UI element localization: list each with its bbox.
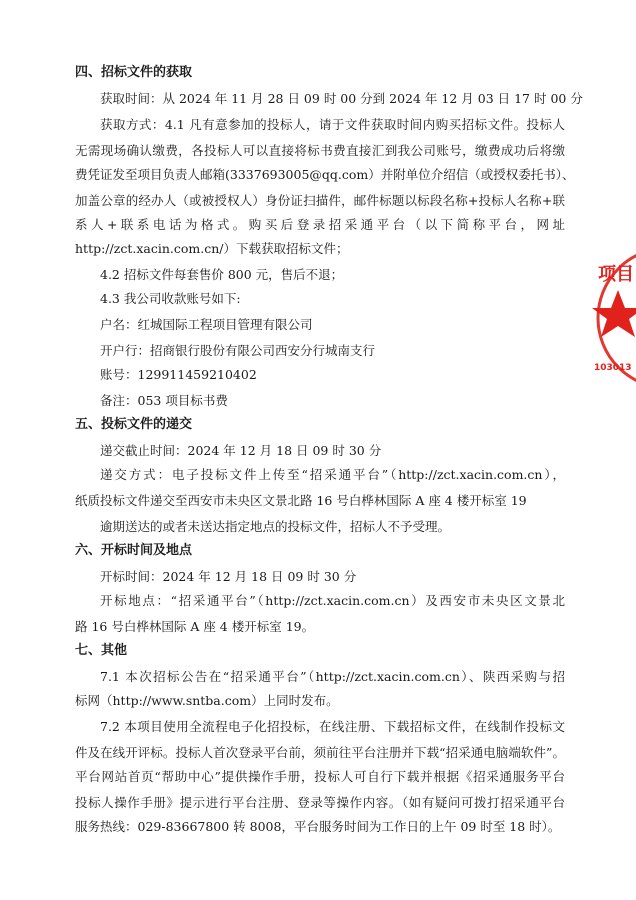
section7-p1-line2: 标网（http://www.sntba.com）上同时发布。 [75,693,339,708]
section6-heading: 六、开标时间及地点 [75,543,193,558]
section5-heading: 五、投标文件的递交 [75,417,193,432]
section7-p2-line3: 平台网站首页“帮助中心”提供操作手册，投标人可自行下载并根据《招采通服务平台 [75,769,565,784]
seal-number: 103013 [594,363,632,373]
section4-method-line4: 加盖公章的经办人（或被授权人）身份证扫描件，邮件标题以标段名称+投标人名称+联 [75,193,565,208]
section4-heading: 四、招标文件的获取 [75,65,193,80]
section4-method-line2: 无需现场确认缴费，各投标人可以直接将标书费直接汇到我公司账号，缴费成功后将缴 [75,143,565,158]
section4-method-line6: http://zct.xacin.com.cn/）下载获取招标文件； [75,241,349,256]
section4-bank: 开户行：招商银行股份有限公司西安分行城南支行 [100,343,376,358]
section5-late: 逾期送达的或者未送达指定地点的投标文件，招标人不予受理。 [100,519,451,534]
section4-price: 4.2 招标文件每套售价 800 元，售后不退； [100,267,344,282]
section5-method-line2: 纸质投标文件递交至西安市未央区文景北路 16 号白桦林国际 A 座 4 楼开标室 19 [75,493,527,508]
section4-method-line3: 费凭证发至项目负责人邮箱(3337693005@qq.com）并附单位介绍信（或授权委托书）、 [75,167,575,182]
section4-method-line1: 获取方式：4.1 凡有意参加的投标人，请于文件获取时间内购买招标文件。投标人 [100,117,565,132]
section7-p2-line4: 投标人操作手册》提示进行平台注册、登录等操作内容。（如有疑问可拨打招采通平台 [75,795,565,810]
section4-account-intro: 4.3 我公司收款账号如下: [100,291,241,306]
section6-place-line2: 路 16 号白桦林国际 A 座 4 楼开标室 19。 [75,619,315,634]
section5-method-line1: 递交方式：电子投标文件上传至“招采通平台”（http://zct.xacin.com.cn）， [100,467,565,482]
section4-method-line5: 系人+联系电话为格式。购买后登录招采通平台（以下简称平台，网址 [75,217,565,232]
section7-heading: 七、其他 [75,643,128,658]
section7-p2-line5: 服务热线：029-83667800 转 8008，平台服务时间为工作日的上午 09 时至 18 时）。 [75,819,561,834]
section7-p1-line1: 7.1 本次招标公告在“招采通平台”（http://zct.xacin.com.cn）、陕西采购与招 [100,669,565,684]
seal-text: 项目 [598,264,634,285]
section4-remark: 备注：053 项目标书费 [100,393,228,408]
section4-time: 获取时间：从 2024 年 11 月 28 日 09 时 00 分到 2024 年 12 月 03 日 17 时 00 分 [100,91,583,106]
section4-account-name: 户名：红城国际工程项目管理有限公司 [100,317,313,332]
company-seal-stamp [588,238,636,398]
section5-deadline: 递交截止时间：2024 年 12 月 18 日 09 时 30 分 [100,443,382,458]
section4-account-no: 账号：129911459210402 [100,367,257,382]
section7-p2-line1: 7.2 本项目使用全流程电子化招投标，在线注册、下载招标文件，在线制作投标文 [100,719,565,734]
section6-time: 开标时间：2024 年 12 月 18 日 09 时 30 分 [100,569,357,584]
section6-place-line1: 开标地点：“招采通平台”（http://zct.xacin.com.cn）及西安市未央区文景北 [100,593,565,608]
section7-p2-line2: 件及在线开评标。投标人首次登录平台前，须前往平台注册并下载“招采通电脑端软件”。 [75,745,565,760]
